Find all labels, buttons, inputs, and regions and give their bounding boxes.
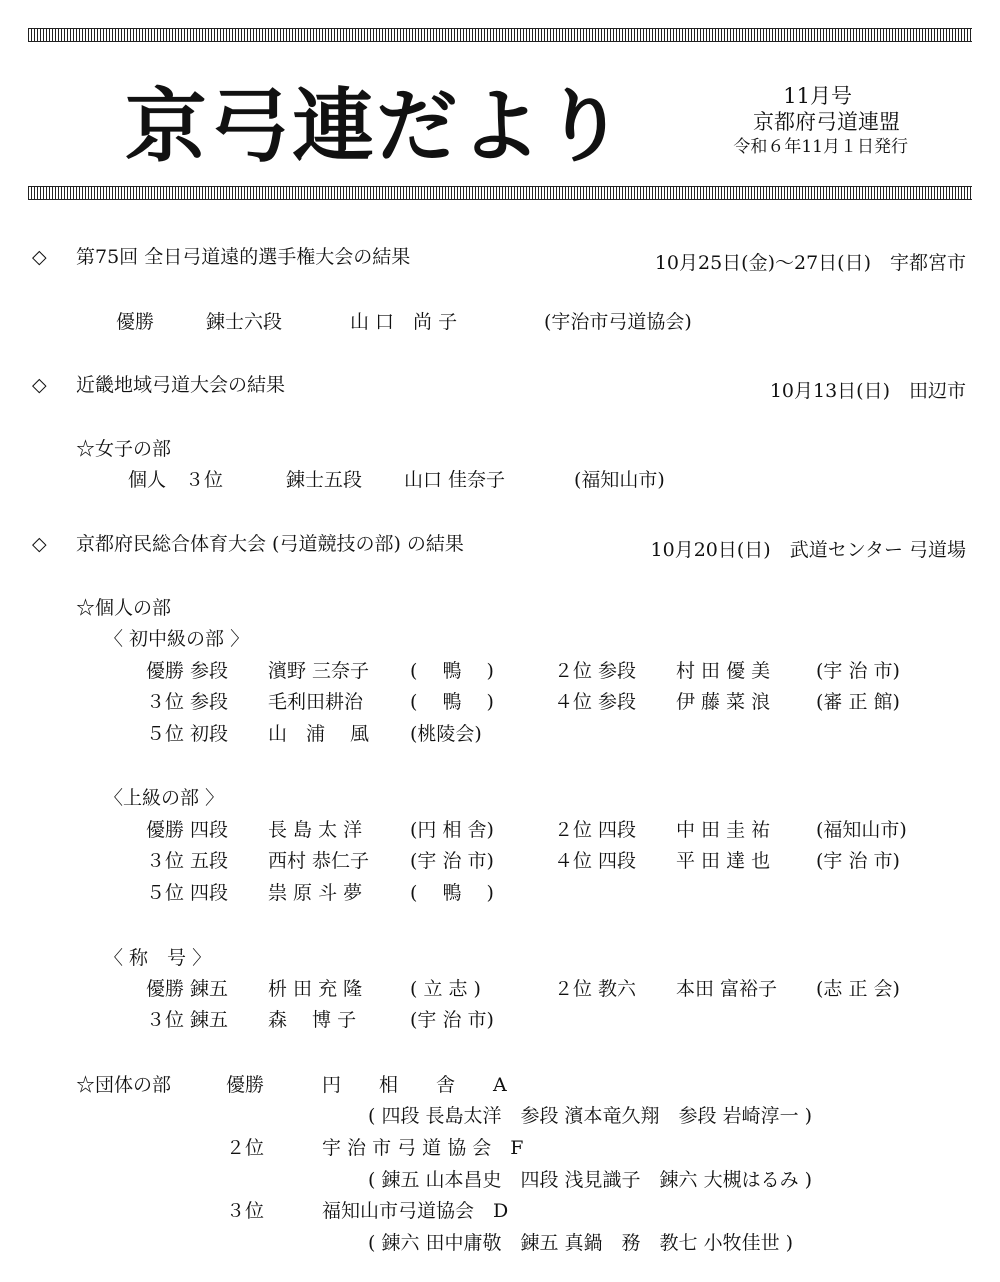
club-cell: ( 鴨 ) <box>410 882 494 904</box>
club-cell: (円 相 舎) <box>410 819 494 841</box>
result-name: 山 口 尚 子 <box>350 311 458 333</box>
name-cell: 森 博 子 <box>268 1009 357 1031</box>
top-border <box>28 28 972 42</box>
club-cell: (桃陵会) <box>410 723 482 745</box>
name-cell: 中 田 圭 祐 <box>676 819 771 841</box>
organization-name: 京都府弓道連盟 <box>753 110 900 134</box>
team-section-label: ☆団体の部 <box>76 1074 172 1096</box>
name-cell: 山 浦 風 <box>268 723 370 745</box>
club-cell: ( 鴨 ) <box>410 691 494 713</box>
section-meta: 10月20日(日) 武道センター 弓道場 <box>650 539 966 561</box>
team-name: 円 相 舎 A <box>322 1074 507 1096</box>
result-grade: 錬士六段 <box>206 311 283 333</box>
rank-cell: ４位 四段 <box>554 850 637 872</box>
rank-cell: ３位 錬五 <box>146 1009 229 1031</box>
result-rank: 個人 ３位 <box>128 469 224 491</box>
group-label: 〈 称 号 〉 <box>104 947 212 969</box>
result-grade: 錬士五段 <box>286 469 363 491</box>
rank-cell: ４位 参段 <box>554 691 637 713</box>
club-cell: (宇 治 市) <box>410 850 494 872</box>
section-title: 第75回 全日弓道遠的選手権大会の結果 <box>76 246 411 268</box>
club-cell: (志 正 会) <box>816 978 900 1000</box>
result-rank: 優勝 <box>116 311 155 333</box>
team-rank: ２位 <box>226 1137 265 1159</box>
name-cell: 伊 藤 菜 浪 <box>676 691 771 713</box>
team-rank: 優勝 <box>226 1074 265 1096</box>
name-cell: 村 田 優 美 <box>676 660 771 682</box>
club-cell: ( 立 志 ) <box>410 978 481 1000</box>
name-cell: 毛利田耕治 <box>268 691 364 713</box>
rank-cell: ２位 四段 <box>554 819 637 841</box>
rank-cell: 優勝 錬五 <box>146 978 229 1000</box>
section-bullet: ◇ <box>32 374 47 396</box>
name-cell: 長 島 太 洋 <box>268 819 363 841</box>
rank-cell: 優勝 四段 <box>146 819 229 841</box>
rank-cell: ２位 教六 <box>554 978 637 1000</box>
subsection-label: ☆女子の部 <box>76 438 172 460</box>
section-meta: 10月13日(日) 田辺市 <box>769 380 966 402</box>
team-members: ( 四段 長島太洋 参段 濱本竜久翔 参段 岩崎淳一 ) <box>368 1105 813 1127</box>
newsletter-logo: 京弓連だより <box>125 79 627 173</box>
name-cell: 祟 原 斗 夢 <box>268 882 363 904</box>
name-cell: 本田 富裕子 <box>676 978 778 1000</box>
group-label: 〈 初中級の部 〉 <box>104 628 250 650</box>
team-name: 宇 治 市 弓 道 協 会 F <box>322 1137 524 1159</box>
team-members: ( 錬五 山本昌史 四段 浅見識子 錬六 大槻はるみ ) <box>368 1169 813 1191</box>
section-title: 京都府民総合体育大会 (弓道競技の部) の結果 <box>76 533 464 555</box>
team-name: 福知山市弓道協会 D <box>322 1200 509 1222</box>
name-cell: 西村 恭仁子 <box>268 850 370 872</box>
result-name: 山口 佳奈子 <box>404 469 506 491</box>
club-cell: (審 正 館) <box>816 691 900 713</box>
section-meta: 10月25日(金)～27日(日) 宇都宮市 <box>654 252 966 274</box>
team-rank: ３位 <box>226 1200 265 1222</box>
group-label: 〈上級の部 〉 <box>104 787 225 809</box>
name-cell: 平 田 達 也 <box>676 850 771 872</box>
rank-cell: ３位 参段 <box>146 691 229 713</box>
rank-cell: ２位 参段 <box>554 660 637 682</box>
club-cell: (宇 治 市) <box>816 660 900 682</box>
issue-date: 令和６年11月１日発行 <box>733 137 908 157</box>
club-cell: (福知山市) <box>816 819 907 841</box>
name-cell: 濱野 三奈子 <box>268 660 370 682</box>
rank-cell: ５位 初段 <box>146 723 229 745</box>
rank-cell: ５位 四段 <box>146 882 229 904</box>
name-cell: 枡 田 充 隆 <box>268 978 363 1000</box>
club-cell: ( 鴨 ) <box>410 660 494 682</box>
club-cell: (宇 治 市) <box>410 1009 494 1031</box>
subsection-label: ☆個人の部 <box>76 597 172 619</box>
rank-cell: 優勝 参段 <box>146 660 229 682</box>
team-members: ( 錬六 田中庸敬 錬五 真鍋 務 教七 小牧佳世 ) <box>368 1232 794 1254</box>
result-club: (福知山市) <box>574 469 665 491</box>
header-bottom-border <box>28 186 972 200</box>
rank-cell: ３位 五段 <box>146 850 229 872</box>
section-title: 近畿地域弓道大会の結果 <box>76 374 286 396</box>
issue-number: 11月号 <box>783 84 852 108</box>
section-bullet: ◇ <box>32 533 47 555</box>
result-club: (宇治市弓道協会) <box>544 311 692 333</box>
section-bullet: ◇ <box>32 246 47 268</box>
club-cell: (宇 治 市) <box>816 850 900 872</box>
